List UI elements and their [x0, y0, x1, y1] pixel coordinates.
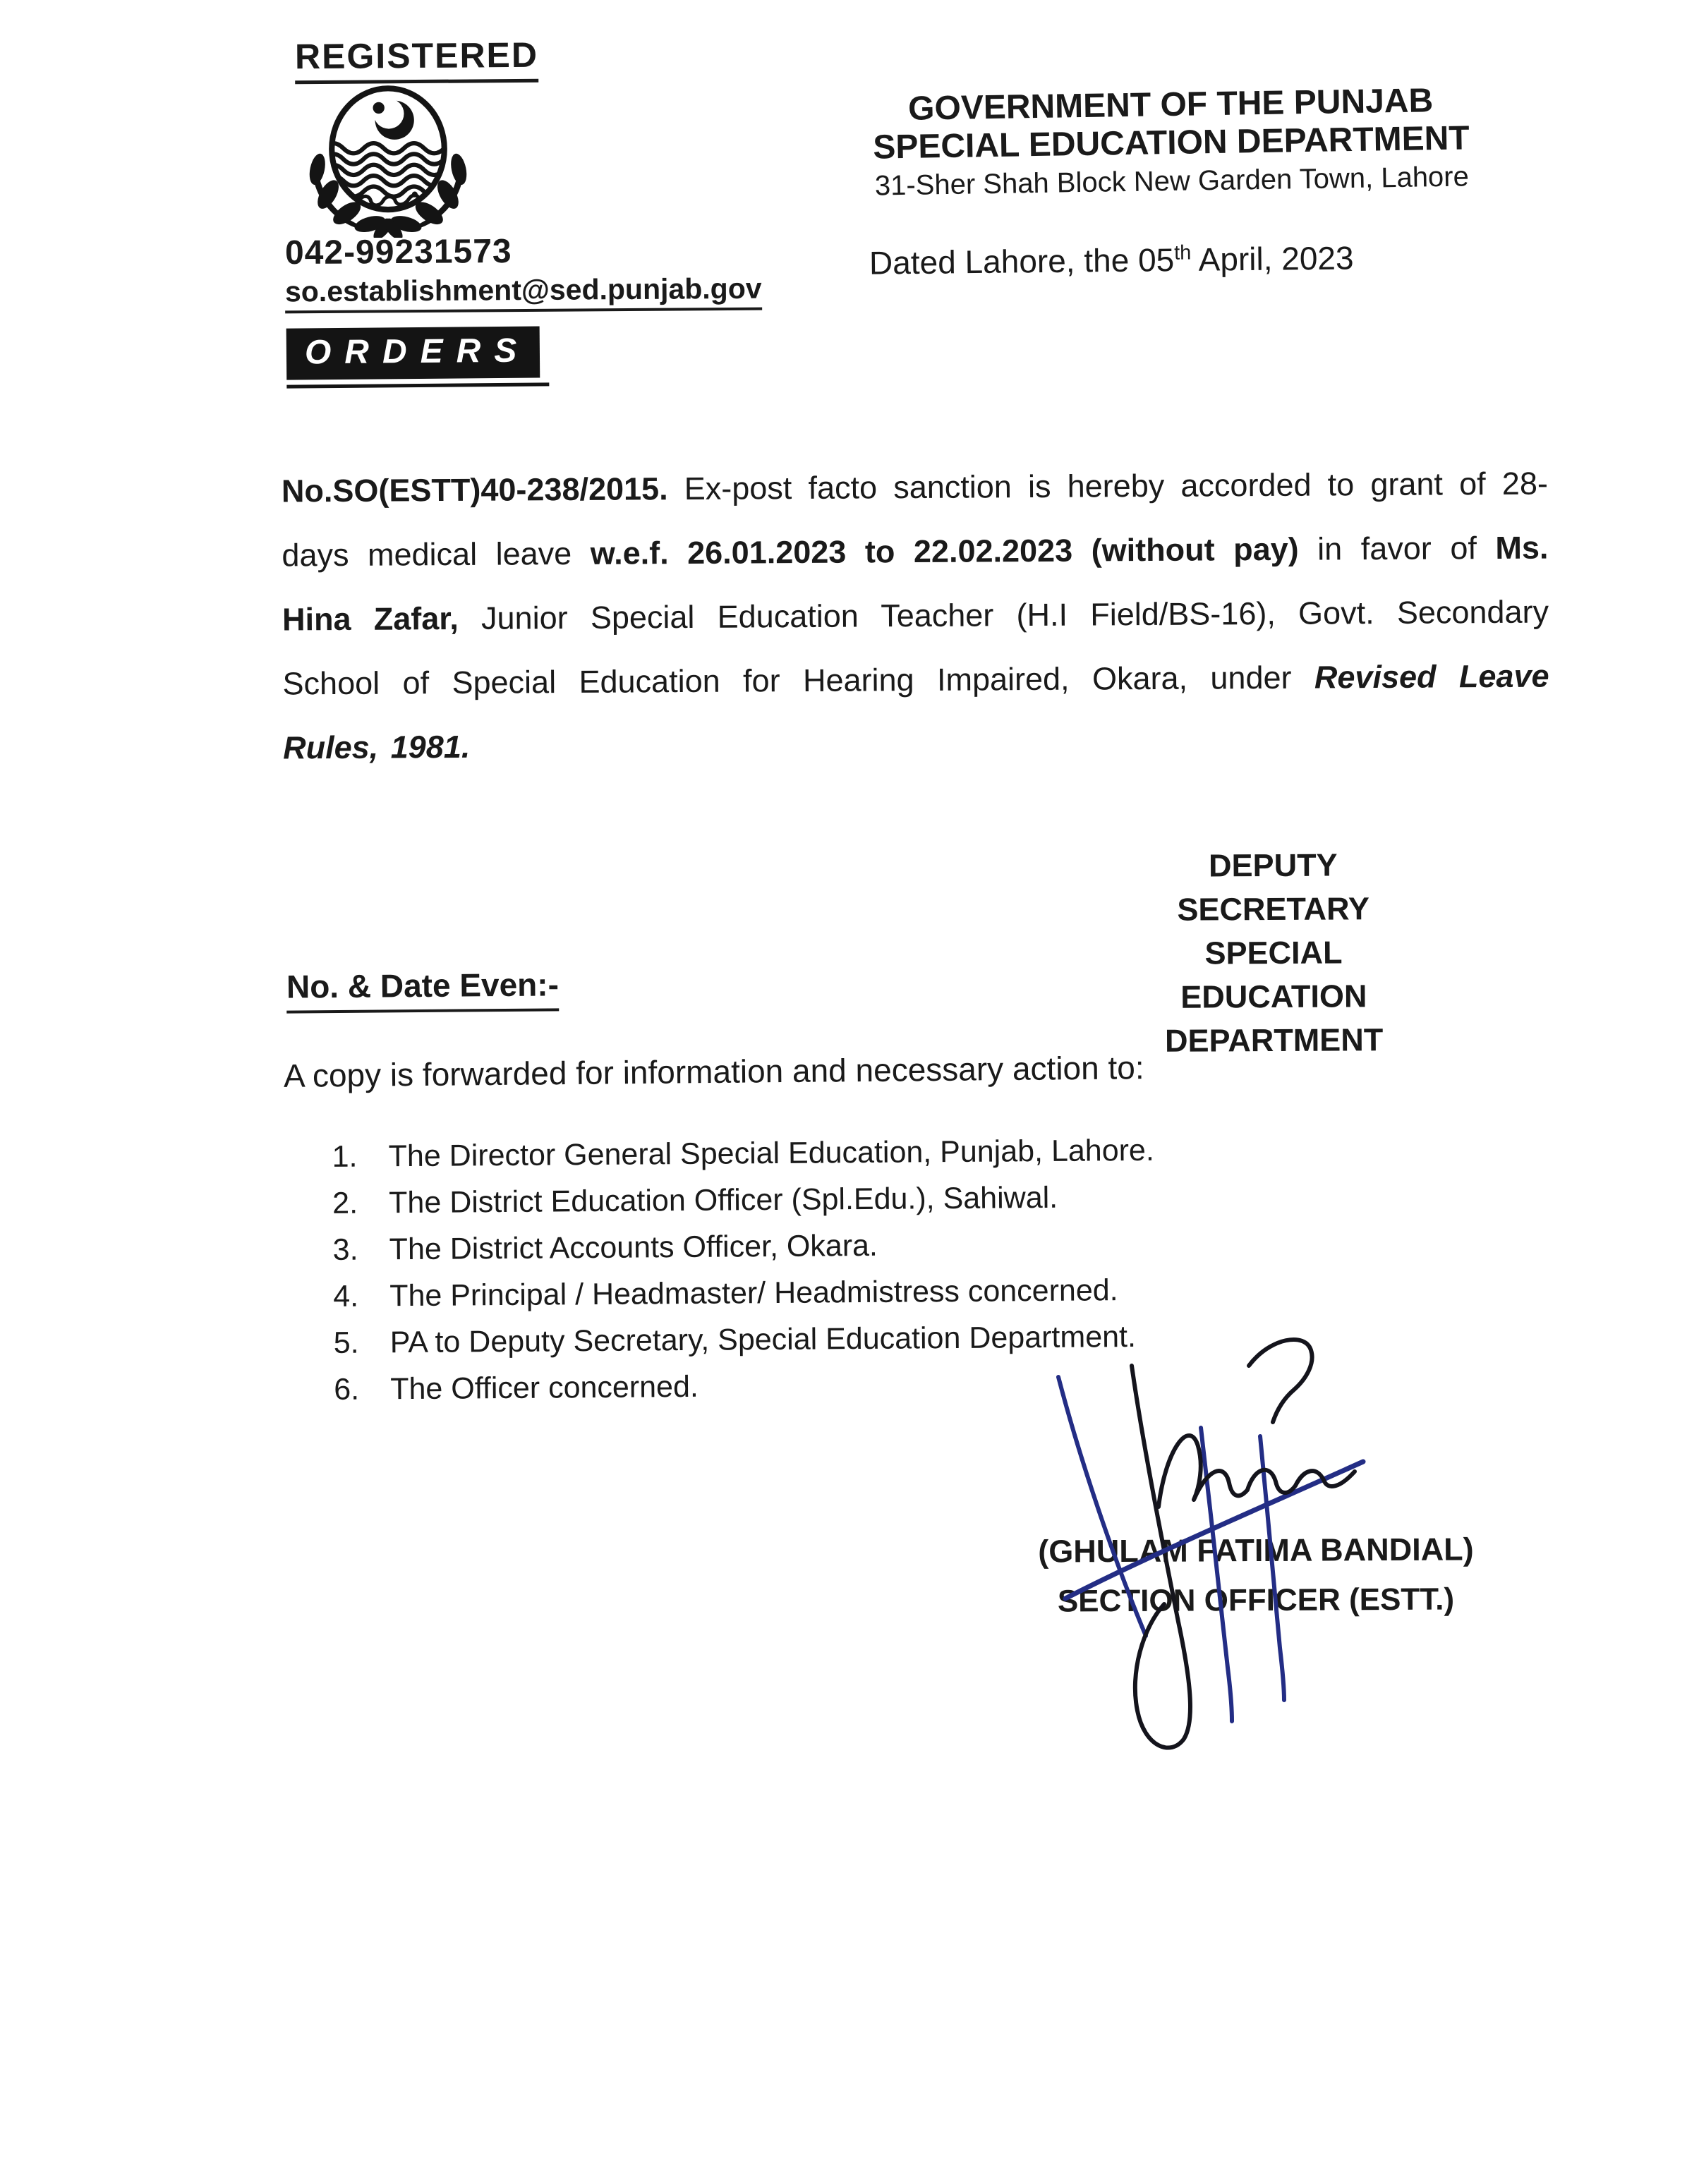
date-suffix: April, 2023: [1191, 239, 1354, 278]
list-item: [332, 1178, 1391, 1221]
government-title: GOVERNMENT OF THE PUNJAB: [907, 82, 1434, 128]
signatory-line-3: DEPARTMENT: [1164, 1021, 1384, 1059]
orders-heading-wrap: [286, 326, 550, 388]
order-dates-bold: w.e.f. 26.01.2023 to 22.02.2023 (without pay): [590, 530, 1299, 571]
orders-heading: ORDERS: [286, 326, 540, 380]
forward-line: A copy is forwarded for information and necessary action to:: [283, 1049, 1144, 1094]
list-item: [332, 1132, 1390, 1175]
order-employee-name: Ms. Hina Zafar,: [282, 529, 1549, 638]
department-title: SPECIAL EDUCATION DEPARTMENT: [872, 119, 1470, 166]
item-number: 6.: [334, 1372, 360, 1407]
item-text: The Principal / Headmaster/ Headmistress concerned.: [389, 1273, 1118, 1314]
list-item: [333, 1225, 1391, 1268]
date-ordinal-suffix: th: [1173, 241, 1192, 265]
item-text: The District Education Officer (Spl.Edu.), Sahiwal.: [388, 1180, 1058, 1220]
signature-title: SECTION OFFICER (ESTT.): [1057, 1582, 1455, 1619]
item-text: PA to Deputy Secretary, Special Education Department.: [389, 1319, 1137, 1360]
order-rules-reference: Revised Leave Rules, 1981.: [282, 657, 1549, 766]
punjab-emblem-logo: [296, 79, 480, 238]
item-text: The Officer concerned.: [390, 1369, 699, 1407]
item-text: The Director General Special Education, Punjab, Lahore.: [388, 1133, 1154, 1174]
email-address: so.establishment@sed.punjab.gov: [285, 272, 762, 314]
orders-underline: [286, 382, 549, 388]
signature-name: (GHULAM FATIMA BANDIAL): [1038, 1531, 1474, 1570]
item-number: 5.: [333, 1325, 359, 1360]
address-line: 31-Sher Shah Block New Garden Town, Lahore: [874, 161, 1470, 202]
order-paragraph: [282, 451, 1550, 780]
item-number: 4.: [333, 1279, 359, 1314]
item-number: 2.: [332, 1186, 358, 1220]
signatory-line-2: SPECIAL EDUCATION: [1180, 934, 1367, 1015]
item-number: 1.: [332, 1139, 358, 1174]
list-item: [333, 1271, 1391, 1314]
order-reference-number: No.SO(ESTT)40-238/2015.: [281, 471, 668, 509]
item-number: 3.: [332, 1232, 358, 1267]
signatory-designation-block: [1111, 843, 1437, 1063]
letterhead: [835, 81, 1507, 205]
handwritten-signature: [1024, 1322, 1411, 1765]
registered-label: REGISTERED: [295, 35, 539, 84]
item-text: The District Accounts Officer, Okara.: [389, 1228, 878, 1267]
order-text-1: Ex-post facto sanction is hereby accorded to grant of 28-days medical leave: [282, 465, 1549, 574]
date-line: [869, 238, 1354, 281]
crescent-icon: [373, 99, 414, 140]
order-text-3: Junior Special Education Teacher (H.I Field/BS-16), Govt. Secondary School of Special Education for Hearing Impaired, Okara, under: [282, 593, 1549, 702]
memo-no-date-label: No. & Date Even:-: [286, 965, 560, 1013]
date-prefix: Dated Lahore, the 05: [869, 241, 1175, 281]
order-text-2: in favor of: [1298, 529, 1496, 567]
phone-number: 042-99231573: [284, 232, 512, 272]
signatory-line-1: DEPUTY SECRETARY: [1177, 847, 1370, 928]
